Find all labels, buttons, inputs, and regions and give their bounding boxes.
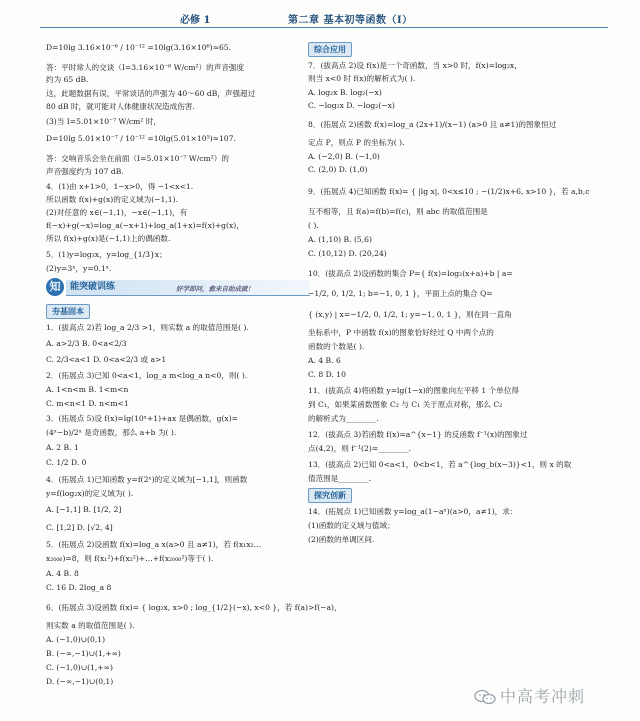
question-line: A. 2 B. 1 xyxy=(46,443,79,452)
question-line: 点(4,2)，则 f⁻¹(2)=________. xyxy=(308,444,411,453)
header-rule xyxy=(40,27,608,28)
question-line: C. 1/2 D. 0 xyxy=(46,458,87,467)
question-line: 9．(拓展点 4)已知函数 f(x)= { |lg x|, 0<x≤10 ; −(1/2)x+6, x>10 }，若 a,b,c xyxy=(308,187,590,196)
answer-line: (3)当 I=5.01×10⁻⁷ W/cm² 时， xyxy=(46,117,161,126)
question-line: C. 2/3<a<1 D. 0<a<2/3 或 a>1 xyxy=(46,355,167,364)
question-line: 12．(拔高点 3)若函数 f(x)=a^{x−1} 的反函数 f⁻¹(x)的图象过 xyxy=(308,430,528,439)
question-line: { (x,y) | x=−1/2, 0, 1/2, 1; y=−1, 0, 1 }，则在同一直角 xyxy=(308,310,512,319)
question-line: A. log₂x B. log₂(−x) xyxy=(308,88,382,97)
section-explore-badge: 探究创新 xyxy=(308,488,352,503)
question-line: 则实数 a 的取值范围是( ). xyxy=(46,621,135,630)
question-line: 8．(拓展点 2)函数 f(x)=log_a (2x+1)/(x−1) (a>0 且 a≠1)的图象恒过 xyxy=(308,120,557,129)
question-line: 则当 x<0 时 f(x)的解析式为( ). xyxy=(308,74,416,83)
question-line: C. (10,12) D. (20,24) xyxy=(308,249,387,258)
question-line: C. 8 D. 10 xyxy=(308,370,346,379)
question-line: A. a>2/3 B. 0<a<2/3 xyxy=(46,339,127,348)
section-banner xyxy=(46,280,308,296)
question-line: 的解析式为________. xyxy=(308,414,379,423)
question-line: 6．(拓展点 3)设函数 f(x)= { log₂x, x>0 ; log_{1/2}(−x), x<0 }，若 f(a)>f(−a)， xyxy=(46,603,342,612)
question-line: C. m<n<1 D. n<m<1 xyxy=(46,399,129,408)
question-line: x₂₀₀₆)=8，则 f(x₁²)+f(x₂²)+…+f(x₂₀₀₆²)等于( ). xyxy=(46,554,214,563)
wechat-icon xyxy=(474,689,496,705)
answer-line: 约为 65 dB. xyxy=(46,75,89,84)
answer-line: 所以函数 f(x)+g(x)的定义域为(−1,1). xyxy=(46,195,178,204)
answer-line: 声音强度约为 107 dB. xyxy=(46,167,124,176)
question-line: C. (−1,0)∪(1,+∞) xyxy=(46,663,113,672)
question-line: 4．(拓展点 1)已知函数 y=f(2ˣ)的定义域为[−1,1]，则函数 xyxy=(46,475,248,484)
banner-slogan: 好学即问，愈来自助成就！ xyxy=(176,285,254,293)
chapter-title: 第二章 基本初等函数（Ⅰ） xyxy=(288,15,413,26)
question-line: A. (1,10) B. (5,6) xyxy=(308,235,372,244)
question-line: 13．(拔高点 2)已知 0<a<1，0<b<1，若 a^{log_b(x−3)}<1，则 x 的取 xyxy=(308,460,572,469)
answer-line: 5．(1)y=log₃x，y=log_{1/3}x； xyxy=(46,250,167,259)
answer-line: 80 dB 时，就可能对人体健康状况造成伤害. xyxy=(46,102,195,111)
question-line: C. (2,0) D. (1,0) xyxy=(308,165,368,174)
question-line: (1)函数的定义域与值域； xyxy=(308,521,395,530)
question-line: 1．(拔高点 2)若 log_a 2/3 >1，则实数 a 的取值范围是( ). xyxy=(46,323,249,332)
question-line: 3．(拓展点 5)设 f(x)=lg(10ˣ+1)+ax 是偶函数，g(x)= xyxy=(46,414,239,423)
question-line: 5．(拓展点 2)设函数 f(x)=log_a x(a>0 且 a≠1)，若 f(x₁x₂… xyxy=(46,540,262,549)
page-header xyxy=(40,10,610,26)
question-line: (4ˣ−b)/2ˣ 是奇函数，那么 a+b 为( ). xyxy=(46,428,177,437)
question-line: 11．(拔高点 4)将函数 y=lg(1−x)的图象向左平移 1 个单位得 xyxy=(308,386,519,395)
question-line: 14．(拓展点 1)已知函数 y=log_a(1−aˣ)(a>0，a≠1)，求： xyxy=(308,507,518,516)
question-line: (2)函数的单调区间. xyxy=(308,535,375,544)
answer-line: D=10lg 3.16×10⁻⁶ / 10⁻¹² =10lg(3.16×10⁶)≈65. xyxy=(46,43,232,52)
question-line: C. 16 D. 2log_a 8 xyxy=(46,583,112,592)
question-line: B. (−∞,−1)∪(1,+∞) xyxy=(46,649,121,658)
question-line: A. (−1,0)∪(0,1) xyxy=(46,635,106,644)
answer-line: (2)y=3ˣ，y=0.1ˣ. xyxy=(46,264,112,273)
answer-line: f(−x)+g(−x)=log_a(−x+1)+log_a(1+x)=f(x)+g(x)， xyxy=(46,221,244,230)
question-line: 定点 P，则点 P 的坐标为( ). xyxy=(308,138,405,147)
question-line: ( ). xyxy=(308,221,319,230)
question-line: 10．(拔高点 2)设函数的集合 P={ f(x)=log₂(x+a)+b | a= xyxy=(308,269,513,278)
banner-badge: 知 xyxy=(46,278,64,296)
answer-line: 所以 f(x)+g(x)是(−1,1)上的偶函数. xyxy=(46,234,171,243)
question-line: A. (−2,0) B. (−1,0) xyxy=(308,152,380,161)
question-line: 到 C₁，如果某函数图象 C₂ 与 C₁ 关于原点对称，那么 C₂ xyxy=(308,400,503,409)
section-basic-badge: 夯基固本 xyxy=(46,304,90,319)
section-applied-badge: 综合应用 xyxy=(308,42,352,57)
question-line: A. [−1,1] B. [1/2, 2] xyxy=(46,505,122,514)
answer-line: (2)对任意的 x∈(−1,1)，−x∈(−1,1)，有 xyxy=(46,208,188,217)
question-line: A. 4 B. 8 xyxy=(46,569,79,578)
question-line: 值范围是________. xyxy=(308,474,372,483)
question-line: C. −log₂x D. −log₂(−x) xyxy=(308,101,395,110)
question-line: A. 1<n<m B. 1<m<n xyxy=(46,385,129,394)
question-line: 函数的个数是( ). xyxy=(308,342,365,351)
answer-line: 4．(1)由 x+1>0，1−x>0，得 −1<x<1. xyxy=(46,182,194,191)
watermark-text: 中高考冲刺 xyxy=(500,687,586,706)
answer-line: 答：平时常人的交谈（I=3.16×10⁻⁶ W/cm²）的声音强度 xyxy=(46,63,245,72)
answer-line: D=10lg 5.01×10⁻⁷ / 10⁻¹² =10lg(5.01×10⁵)≈107. xyxy=(46,134,236,143)
question-line: 7．(拔高点 2)设 f(x)是一个奇函数，当 x>0 时，f(x)=log₂x， xyxy=(308,61,522,70)
answer-line: 这，此题数据有误，平常谈话的声强为 40～60 dB，声强超过 xyxy=(46,89,256,98)
question-line: y=f(log₂x)的定义域为( ). xyxy=(46,489,134,498)
question-line: 互不相等，且 f(a)=f(b)=f(c)，则 abc 的取值范围是 xyxy=(308,207,488,216)
question-line: −1/2, 0, 1/2, 1; b=−1, 0, 1 }，平面上点的集合 Q= xyxy=(308,289,493,298)
answer-line: 答：交响音乐会坐在前面（I=5.01×10⁻⁷ W/cm²）的 xyxy=(46,154,229,163)
question-line: C. [1,2] D. [√2, 4] xyxy=(46,523,113,532)
banner-title-text: 能突破训练 xyxy=(70,282,116,292)
watermark xyxy=(474,686,624,708)
question-line: 坐标系中，P 中函数 f(x)的图象恰好经过 Q 中两个点的 xyxy=(308,328,494,337)
question-line: A. 4 B. 6 xyxy=(308,356,341,365)
book-title: 必修 1 xyxy=(180,15,211,26)
question-line: 2．(拓展点 3)已知 0<a<1，log_a m<log_a n<0，则( ). xyxy=(46,371,248,380)
question-line: D. (−∞,−1)∪(0,1) xyxy=(46,677,114,686)
banner-title xyxy=(66,280,310,296)
